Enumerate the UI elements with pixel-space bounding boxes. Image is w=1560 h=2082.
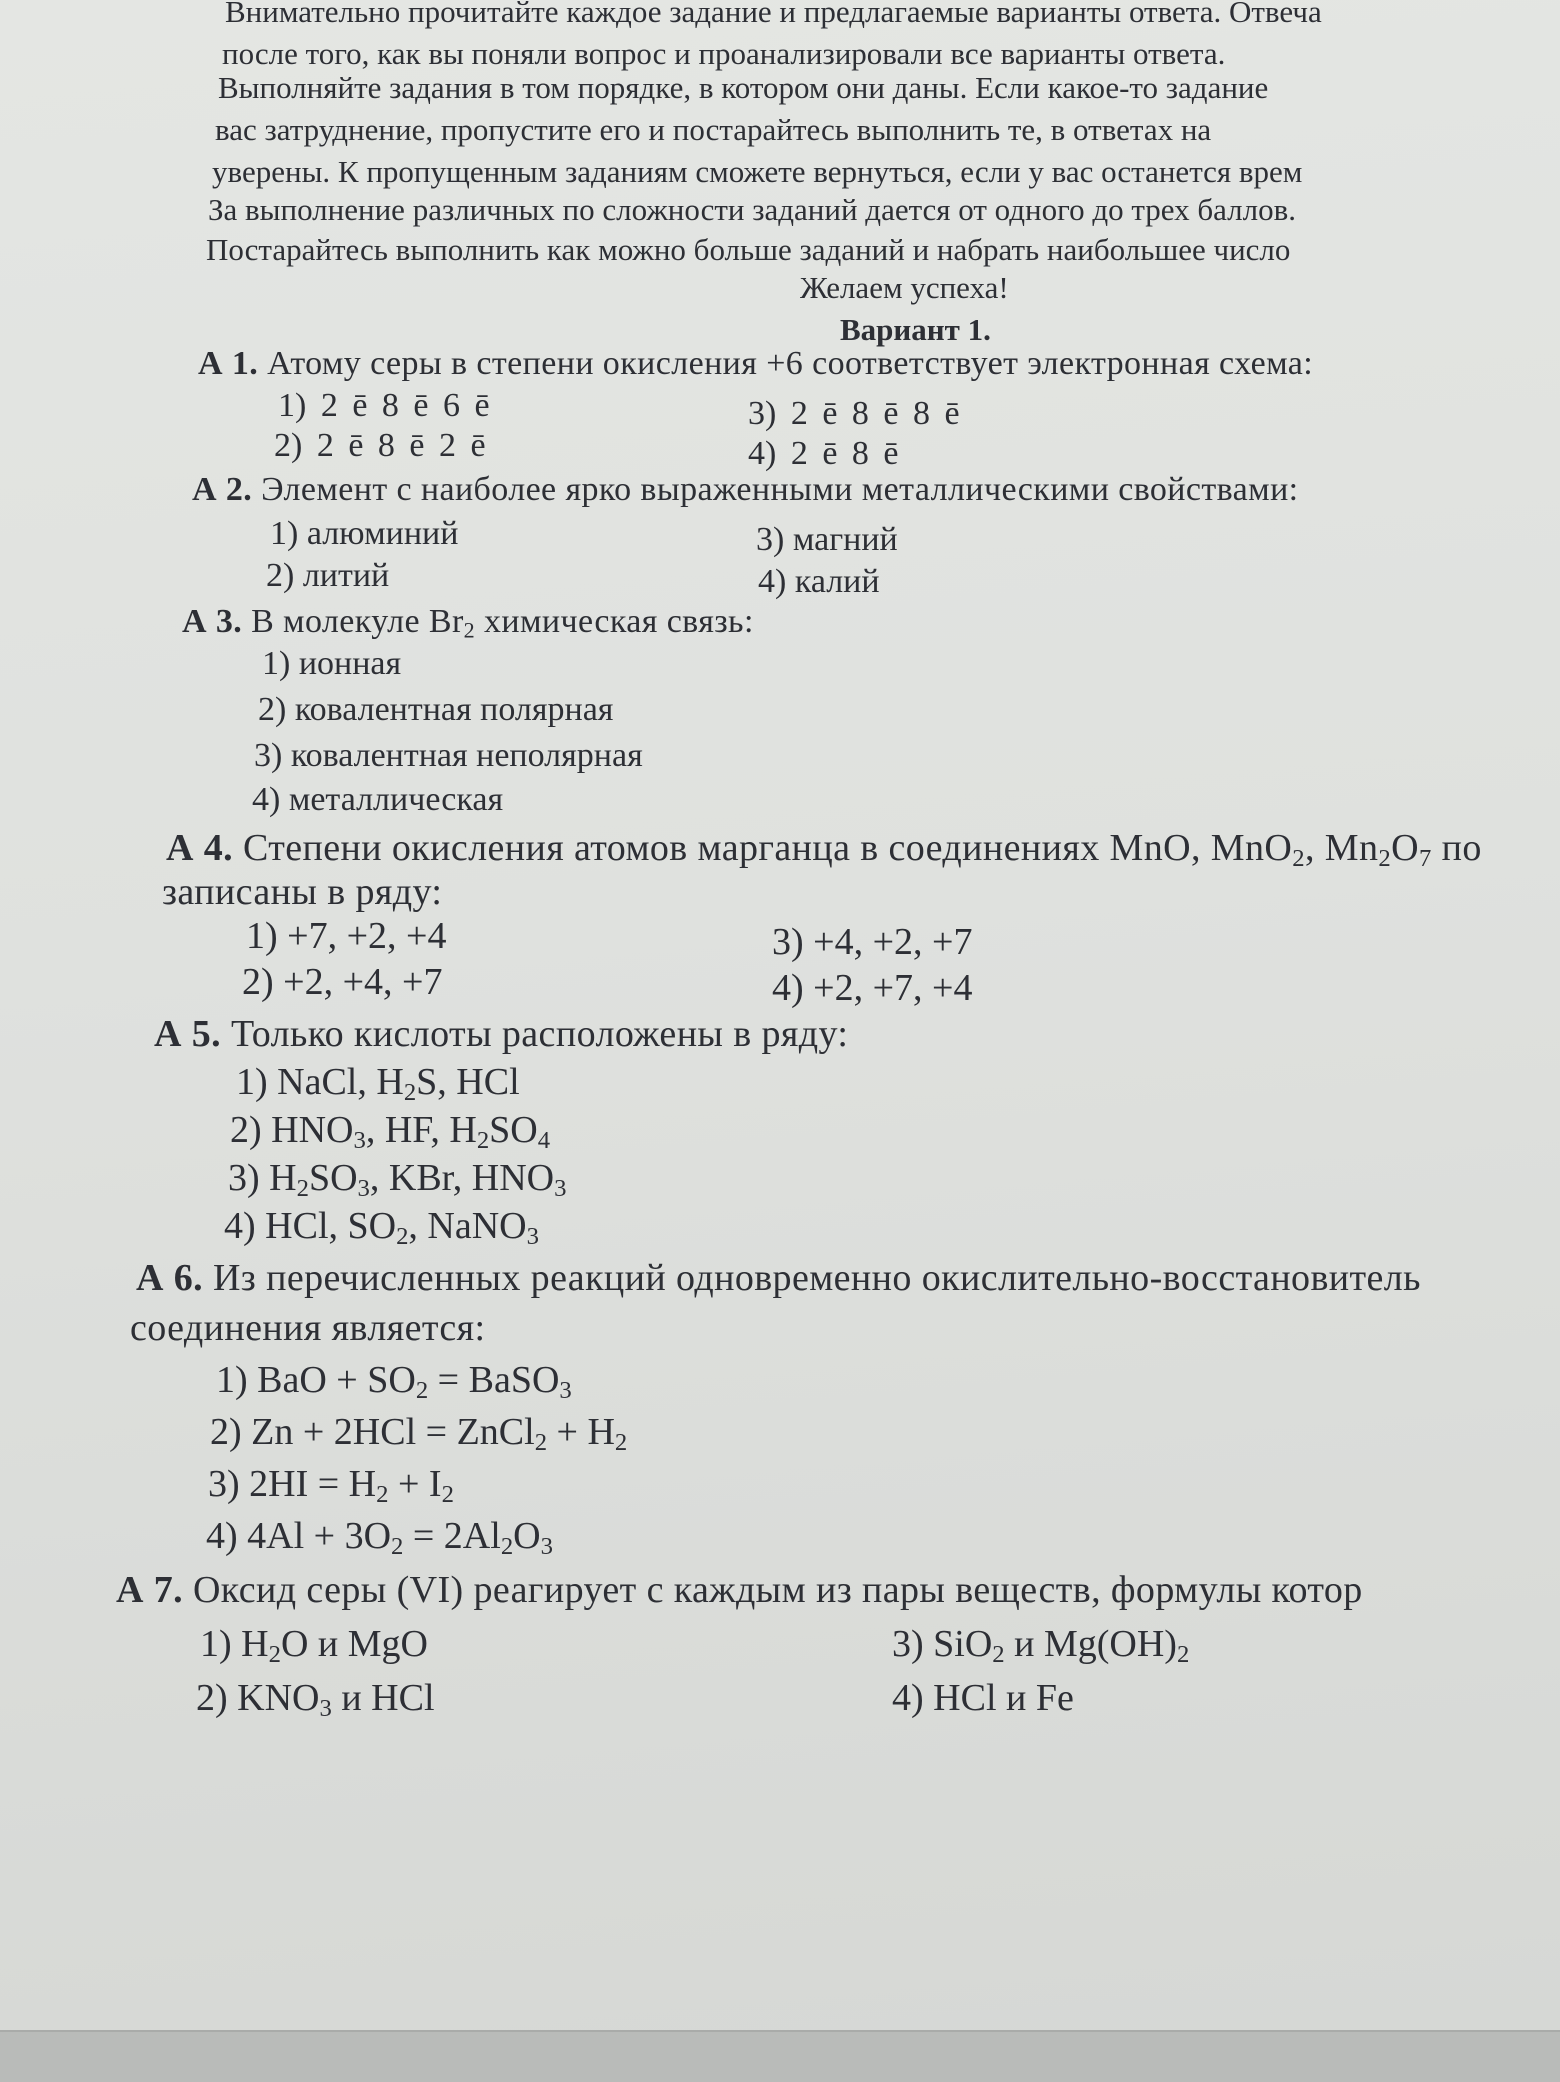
formula-part: 1) NaCl, H	[236, 1061, 404, 1103]
subscript: 2	[1378, 845, 1392, 873]
answer-option: 3) 2 ē 8 ē 8 ē	[748, 395, 960, 432]
question-a5	[154, 1013, 849, 1055]
question-text: Из перечисленных реакций одновременно окислительно-восстановитель	[212, 1257, 1421, 1299]
answer-option: 1) 2 ē 8 ē 6 ē	[278, 387, 490, 424]
question-number: А 2.	[192, 471, 253, 508]
answer-option	[208, 1463, 454, 1509]
answer-option: 3) магний	[756, 521, 898, 558]
formula-part: = BaSO	[428, 1359, 560, 1401]
subscript: 4	[537, 1127, 551, 1155]
subscript: 2	[415, 1377, 429, 1405]
subscript: 2	[1176, 1641, 1190, 1669]
answer-option: 4) 2 ē 8 ē	[748, 435, 899, 472]
formula-part: и Mg(OH)	[1004, 1623, 1177, 1665]
subscript: 3	[554, 1175, 567, 1203]
answer-option: 3) +4, +2, +7	[772, 921, 973, 963]
instruction-line-2: после того, как вы поняли вопрос и проанализировали все варианты ответа.	[222, 36, 1226, 71]
question-text: Только кислоты расположены в ряду:	[230, 1013, 849, 1055]
wish-text: Желаем успеха!	[800, 270, 1009, 305]
question-a6	[136, 1257, 1421, 1299]
formula-part: O	[513, 1515, 541, 1557]
subscript: 3	[357, 1175, 370, 1203]
variant-title: Вариант 1.	[840, 312, 991, 347]
answer-option	[200, 1623, 428, 1669]
formula-part: O	[1391, 827, 1419, 869]
answer-option: 2) литий	[266, 557, 390, 594]
subscript: 2	[500, 1533, 514, 1561]
subscript: 2	[614, 1429, 628, 1457]
subscript: 2	[1292, 845, 1305, 873]
formula-part: + I	[388, 1463, 442, 1505]
answer-option: 4) калий	[758, 563, 880, 600]
answer-option	[224, 1205, 539, 1251]
subscript: 3	[353, 1127, 366, 1155]
formula-part: = 2Al	[403, 1515, 501, 1557]
subscript: 7	[1418, 845, 1432, 873]
subscript: 2	[376, 1481, 389, 1509]
answer-option: 4) HCl и Fe	[892, 1677, 1074, 1719]
answer-option: 2) ковалентная полярная	[258, 691, 614, 728]
question-number: А 7.	[116, 1569, 184, 1611]
answer-option: 3) ковалентная неполярная	[254, 737, 643, 774]
question-a4-line2: записаны в ряду:	[162, 871, 443, 913]
question-number: А 5.	[154, 1013, 222, 1055]
answer-option: 4) +2, +7, +4	[772, 967, 973, 1009]
formula-part: 2) Zn + 2HCl = ZnCl	[210, 1411, 535, 1453]
answer-option: 4) металлическая	[252, 781, 504, 818]
subscript: 2	[463, 617, 476, 643]
formula-part: 2) HNO	[230, 1109, 354, 1151]
formula-part: по	[1431, 827, 1482, 869]
formula-part: , HF, H	[365, 1109, 477, 1151]
answer-option	[892, 1623, 1190, 1669]
question-text: Степени окисления атомов марганца в соединениях MnO, MnO	[242, 827, 1293, 869]
question-a4	[166, 827, 1482, 873]
subscript: 2	[441, 1481, 454, 1509]
instruction-line-3: Выполняйте задания в том порядке, в котором они даны. Если какое-то задание	[218, 70, 1269, 105]
formula-part: 3) H	[228, 1157, 297, 1199]
formula-part: 3) SiO	[892, 1623, 993, 1665]
answer-option	[196, 1677, 435, 1723]
instruction-line-1: Внимательно прочитайте каждое задание и предлагаемые варианты ответа. Отвеча	[225, 0, 1322, 29]
subscript: 2	[534, 1429, 548, 1457]
subscript: 2	[476, 1127, 490, 1155]
subscript: 3	[319, 1695, 332, 1723]
subscript: 2	[403, 1079, 417, 1107]
answer-option	[216, 1359, 572, 1405]
formula-part: , NaNO	[408, 1205, 527, 1247]
formula-part: , Mn	[1304, 827, 1379, 869]
formula-part: 2) KNO	[196, 1677, 320, 1719]
formula-part: SO	[489, 1109, 538, 1151]
answer-option: 1) ионная	[262, 645, 402, 682]
formula-part: 4) HCl, SO	[224, 1205, 397, 1247]
question-a7	[116, 1569, 1363, 1611]
instruction-line-7: Постарайтесь выполнить как можно больше заданий и набрать наибольшее число	[206, 232, 1291, 267]
formula-part: 1) H	[200, 1623, 269, 1665]
answer-option	[210, 1411, 628, 1457]
answer-option: 2) +2, +4, +7	[242, 961, 443, 1003]
question-text-end: химическая связь:	[475, 603, 754, 640]
subscript: 3	[540, 1533, 553, 1561]
formula-part: + H	[547, 1411, 615, 1453]
instruction-line-4: вас затруднение, пропустите его и постарайтесь выполнить те, в ответах на	[215, 112, 1212, 147]
formula-part: 1) BaO + SO	[216, 1359, 416, 1401]
question-number: А 6.	[136, 1257, 204, 1299]
question-a6-line2: соединения является:	[130, 1307, 486, 1349]
answer-option	[206, 1515, 553, 1561]
question-text: Атому серы в степени окисления +6 соответствует электронная схема:	[267, 345, 1314, 382]
formula-part: и HCl	[331, 1677, 435, 1719]
answer-option	[230, 1109, 551, 1155]
question-a1	[198, 346, 1313, 382]
subscript: 2	[396, 1223, 409, 1251]
subscript: 2	[296, 1175, 309, 1203]
subscript: 2	[268, 1641, 281, 1669]
formula-part: S, HCl	[416, 1061, 520, 1103]
subscript: 3	[559, 1377, 572, 1405]
answer-option: 2) 2 ē 8 ē 2 ē	[274, 427, 486, 464]
instruction-line-6: За выполнение различных по сложности заданий дается от одного до трех баллов.	[208, 192, 1297, 227]
instruction-line-5: уверены. К пропущенным заданиям сможете вернуться, если у вас останется врем	[212, 154, 1303, 189]
question-number: А 4.	[166, 827, 234, 869]
question-text: Элемент с наиболее ярко выраженными металлическими свойствами:	[261, 471, 1299, 508]
subscript: 2	[992, 1641, 1005, 1669]
answer-option: 1) +7, +2, +4	[246, 915, 447, 957]
answer-option: 1) алюминий	[270, 515, 459, 552]
formula-part: SO	[308, 1157, 358, 1199]
formula-part: , KBr, HNO	[369, 1157, 555, 1199]
table-surface	[0, 2030, 1560, 2082]
answer-option	[228, 1157, 567, 1203]
question-a2	[192, 472, 1299, 508]
formula-part: 4) 4Al + 3O	[206, 1515, 392, 1557]
question-a3	[182, 603, 754, 643]
question-number: А 1.	[198, 345, 259, 382]
formula-part: 3) 2HI = H	[208, 1463, 377, 1505]
formula-part: O и MgO	[280, 1623, 428, 1665]
answer-option	[236, 1061, 520, 1107]
question-text-start: В молекуле Br	[251, 603, 464, 640]
question-text: Оксид серы (VI) реагирует с каждым из пары веществ, формулы котор	[192, 1569, 1363, 1611]
question-number: А 3.	[182, 603, 243, 640]
subscript: 2	[391, 1533, 404, 1561]
subscript: 3	[526, 1223, 539, 1251]
